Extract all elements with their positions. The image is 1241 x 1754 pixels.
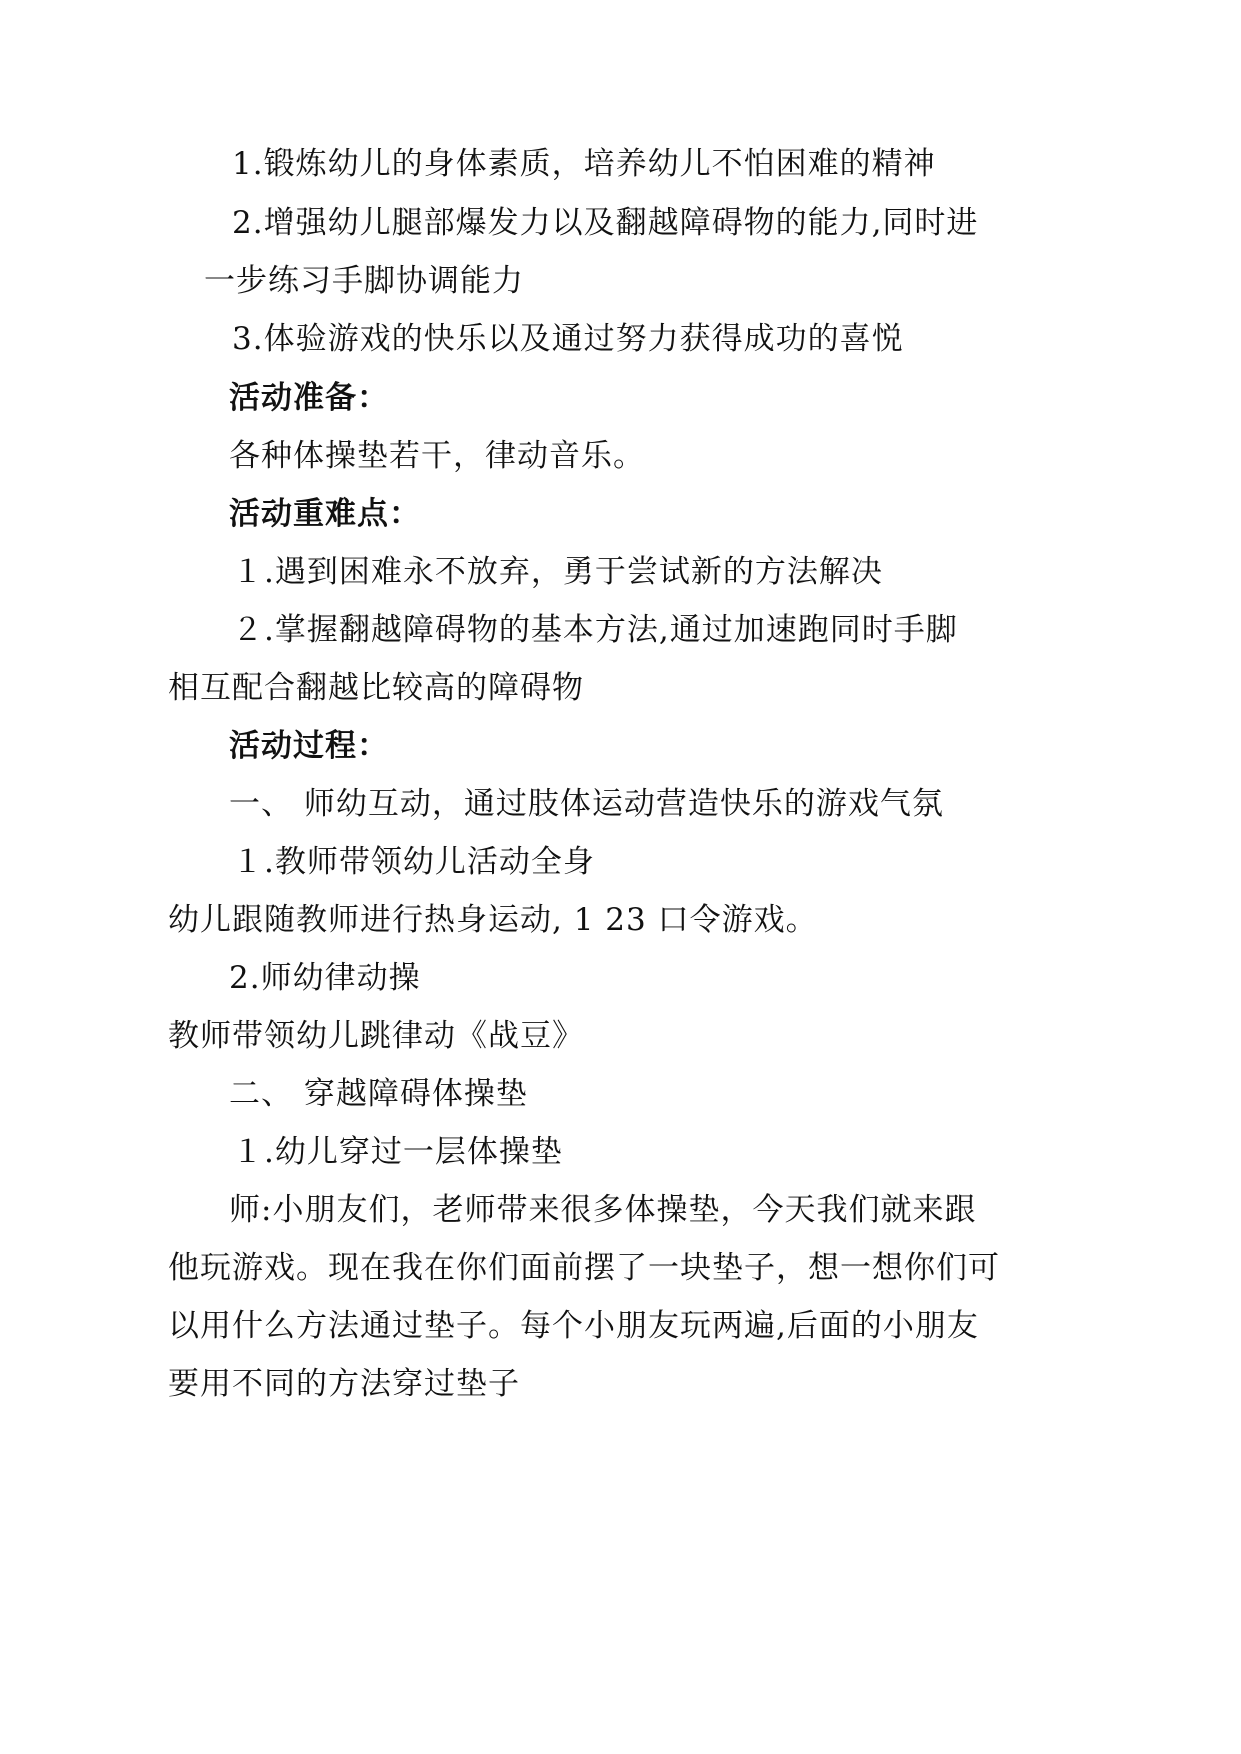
- process-section-2: 二、 穿越障碍体操垫: [229, 1076, 528, 1112]
- key-point-2-continued: 相互配合翻越比较高的障碍物: [168, 670, 584, 706]
- teacher-speech-line-2: 他玩游戏。现在我在你们面前摆了一块垫子，想一想你们可: [168, 1250, 1000, 1286]
- objective-2-continued: 一步练习手脚协调能力: [204, 263, 524, 299]
- objective-2: 2.增强幼儿腿部爆发力以及翻越障碍物的能力,同时进: [232, 205, 979, 241]
- key-point-2: ２.掌握翻越障碍物的基本方法,通过加速跑同时手脚: [232, 612, 958, 648]
- key-points-heading: 活动重难点：: [229, 496, 421, 532]
- teacher-speech-line-1: 师:小朋友们，老师带来很多体操垫，今天我们就来跟: [229, 1192, 977, 1228]
- process-step-1-1-text: 幼儿跟随教师进行热身运动, 1 23 口令游戏。: [168, 902, 818, 938]
- process-section-1: 一、 师幼互动，通过肢体运动营造快乐的游戏气氛: [229, 786, 944, 822]
- key-point-1: １.遇到困难永不放弃，勇于尝试新的方法解决: [232, 554, 883, 590]
- process-step-1-1: １.教师带领幼儿活动全身: [232, 844, 595, 880]
- preparation-text: 各种体操垫若干，律动音乐。: [229, 438, 645, 474]
- process-heading: 活动过程：: [229, 728, 389, 764]
- teacher-speech-line-3: 以用什么方法通过垫子。每个小朋友玩两遍,后面的小朋友: [168, 1308, 979, 1344]
- process-step-1-2-text: 教师带领幼儿跳律动《战豆》: [168, 1018, 584, 1054]
- objective-1: 1.锻炼幼儿的身体素质，培养幼儿不怕困难的精神: [232, 146, 936, 182]
- objective-3: 3.体验游戏的快乐以及通过努力获得成功的喜悦: [232, 321, 904, 357]
- process-step-2-1: １.幼儿穿过一层体操垫: [232, 1134, 563, 1170]
- teacher-speech-line-4: 要用不同的方法穿过垫子: [168, 1366, 520, 1402]
- process-step-1-2: 2.师幼律动操: [229, 960, 421, 996]
- preparation-heading: 活动准备：: [229, 380, 389, 416]
